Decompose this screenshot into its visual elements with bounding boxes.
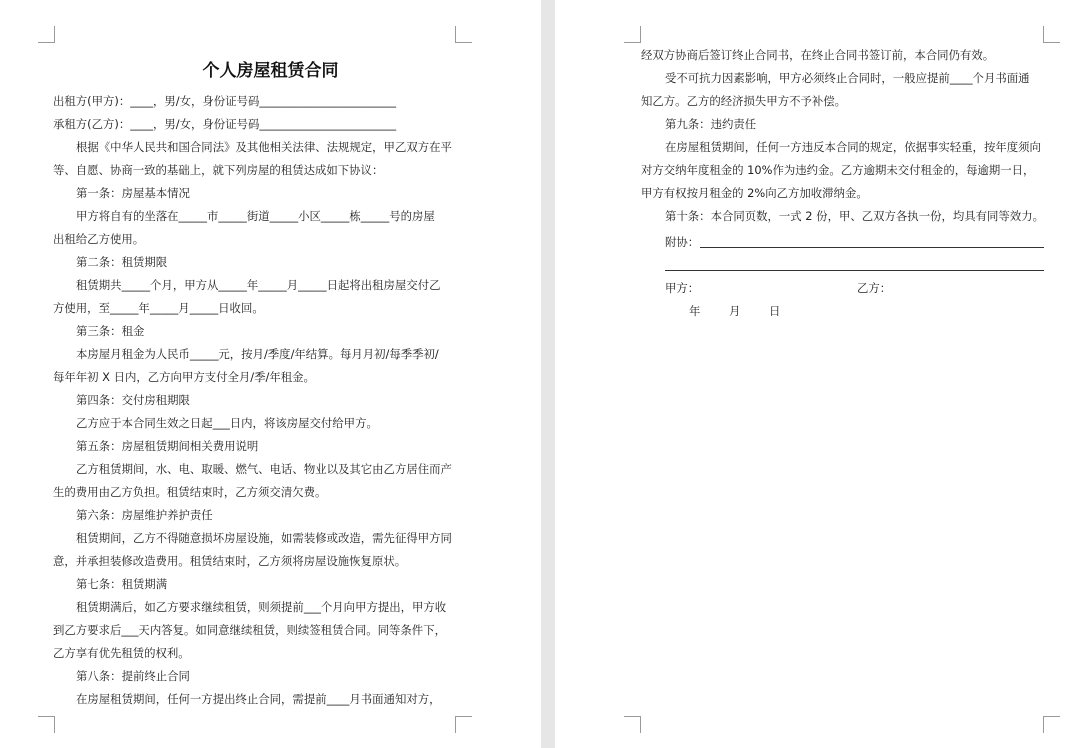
- text-line: 租赁期间，乙方不得随意损坏房屋设施，如需装修或改造，需先征得甲方同: [76, 531, 452, 545]
- text-line: 甲方将自有的坐落在_____市_____街道_____小区_____栋_____号的房屋: [76, 209, 435, 223]
- margin-corner-mark: [1043, 26, 1060, 43]
- text-line: 出租给乙方使用。: [53, 232, 145, 246]
- text-line: 根据《中华人民共和国合同法》及其他相关法律、法规规定，甲乙双方在平: [76, 140, 452, 154]
- clause-heading: 第一条：房屋基本情况: [76, 186, 190, 200]
- clause-heading: 第二条：租赁期限: [76, 255, 168, 269]
- clause-heading: 第十条：本合同页数，一式 2 份，甲、乙双方各执一份，均具有同等效力。: [665, 209, 1044, 223]
- text-line: 意，并承担装修改造费用。租赁结束时，乙方须将房屋设施恢复原状。: [53, 554, 407, 568]
- text-line: 受不可抗力因素影响，甲方必须终止合同时，一般应提前____个月书面通: [665, 71, 1030, 85]
- text-line: 乙方应于本合同生效之日起___日内，将该房屋交付给甲方。: [76, 416, 378, 430]
- text-line: 在房屋租赁期间，任何一方违反本合同的规定，依据事实轻重，按年度须向: [665, 140, 1041, 154]
- text-line: 乙方享有优先租赁的权利。: [53, 646, 190, 660]
- text-line: 出租方(甲方)：____，男/女，身份证号码________________________: [53, 94, 397, 108]
- text-line: 到乙方要求后___天内答复。如同意继续租赁，则续签租赁合同。同等条件下，: [53, 623, 446, 637]
- clause-heading: 第五条：房屋租赁期间相关费用说明: [76, 439, 259, 453]
- text-line: 方使用，至_____年_____月_____日收回。: [53, 301, 264, 315]
- text-line: 本房屋月租金为人民币_____元，按月/季度/年结算。每月月初/每季季初/: [76, 347, 439, 361]
- text-line: 等、自愿、协商一致的基础上，就下列房屋的租赁达成如下协议：: [53, 163, 384, 177]
- clause-heading: 第九条：违约责任: [665, 117, 757, 131]
- text-line: 乙方租赁期间，水、电、取暖、燃气、电话、物业以及其它由乙方居住而产: [76, 462, 452, 476]
- text-line: 承租方(乙方)：____，男/女，身份证号码________________________: [53, 117, 397, 131]
- text-line: 在房屋租赁期间，任何一方提出终止合同，需提前____月书面通知对方，: [76, 692, 441, 706]
- margin-corner-mark: [624, 26, 641, 43]
- party-b-signature-label: 乙方：: [857, 281, 892, 295]
- text-line: 租赁期满后，如乙方要求继续租赁，则须提前___个月向甲方提出，甲方收: [76, 600, 447, 614]
- text-line: 对方交纳年度租金的 10%作为违约金。乙方逾期未交付租金的，每逾期一日，: [641, 163, 1035, 177]
- date-day-label: 日: [769, 304, 781, 318]
- attachment-label: 附协：: [665, 235, 700, 249]
- text-line: 每年年初 X 日内，乙方向甲方支付全月/季/年租金。: [53, 370, 315, 384]
- attachment-blank-line: [665, 270, 1044, 271]
- clause-heading: 第七条：租赁期满: [76, 577, 168, 591]
- clause-heading: 第八条：提前终止合同: [76, 669, 190, 683]
- margin-corner-mark: [455, 716, 472, 733]
- date-year-label: 年: [689, 304, 701, 318]
- margin-corner-mark: [455, 26, 472, 43]
- margin-corner-mark: [38, 716, 55, 733]
- margin-corner-mark: [624, 716, 641, 733]
- margin-corner-mark: [38, 26, 55, 43]
- text-line: 知乙方。乙方的经济损失甲方不予补偿。: [641, 94, 847, 108]
- clause-heading: 第三条：租金: [76, 324, 145, 338]
- document-title: 个人房屋租赁合同: [202, 61, 339, 81]
- clause-heading: 第六条：房屋维护养护责任: [76, 508, 213, 522]
- text-line: 生的费用由乙方负担。租赁结束时，乙方须交清欠费。: [53, 485, 327, 499]
- text-line: 甲方有权按月租金的 2%向乙方加收滞纳金。: [641, 186, 868, 200]
- document-page-right: [555, 0, 1080, 748]
- text-line: 经双方协商后签订终止合同书，在终止合同书签订前，本合同仍有效。: [641, 48, 995, 62]
- attachment-blank-line: [700, 247, 1044, 248]
- margin-corner-mark: [1043, 716, 1060, 733]
- clause-heading: 第四条：交付房租期限: [76, 393, 190, 407]
- date-month-label: 月: [729, 304, 741, 318]
- party-a-signature-label: 甲方：: [665, 281, 700, 295]
- text-line: 租赁期共_____个月，甲方从_____年_____月_____日起将出租房屋交付乙: [76, 278, 441, 292]
